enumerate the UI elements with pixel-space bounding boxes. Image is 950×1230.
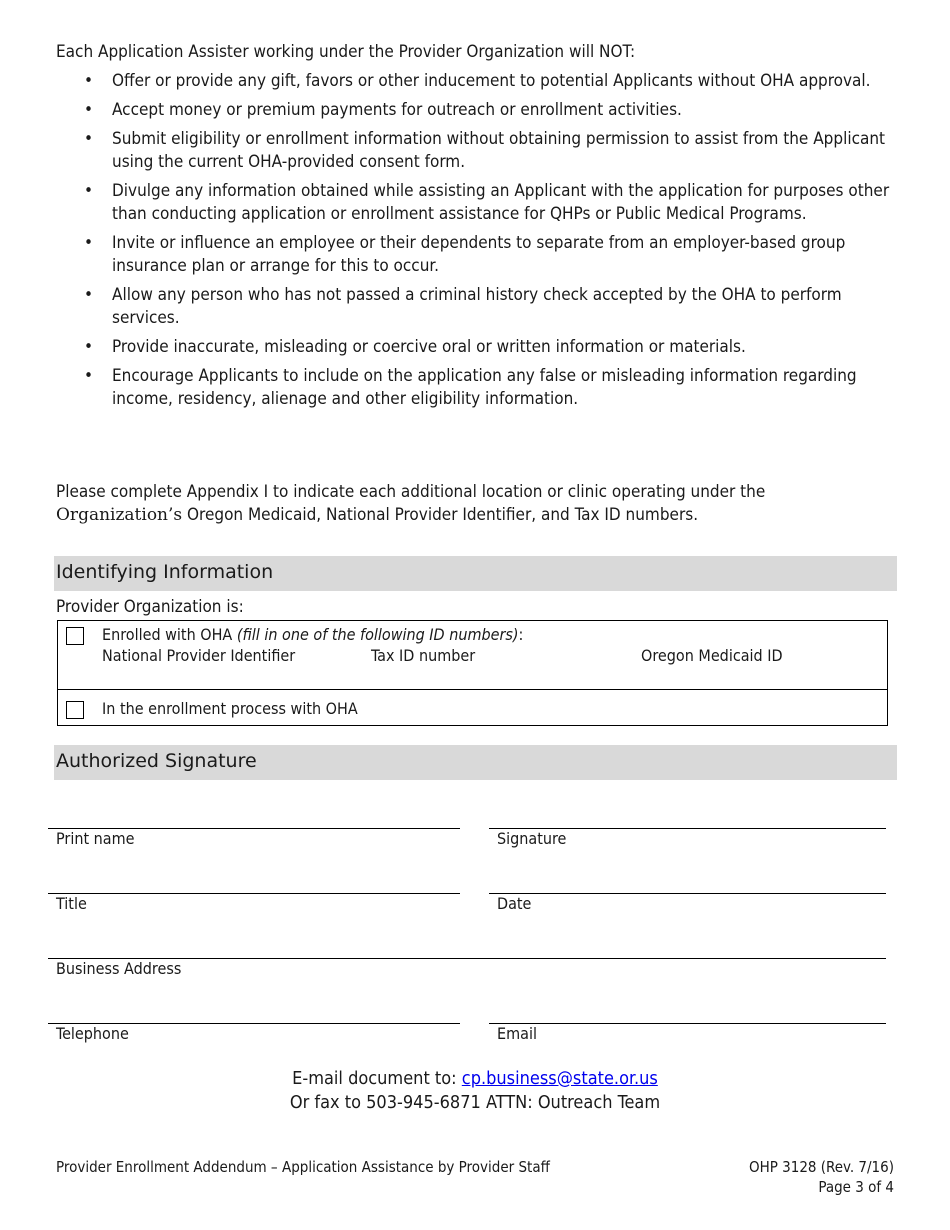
signature-label: Signature [497, 829, 567, 848]
footer-doc-title: Provider Enrollment Addendum – Application Assistance by Provider Staff [56, 1158, 550, 1176]
medicaid-id-label: Oregon Medicaid ID [641, 646, 783, 665]
identifying-section-title: Identifying Information [56, 561, 274, 583]
appendix-instructions [56, 481, 876, 527]
footer-form-id: OHP 3128 (Rev. 7/16) [748, 1158, 894, 1176]
email-label: Email [497, 1024, 537, 1043]
appendix-text-part1: Please complete Appendix I to indicate each additional location or clinic operating under the [56, 482, 766, 502]
list-item: • Divulge any information obtained while assisting an Applicant with the application for purposes other than conducting application or enrollment assistance for QHPs or Public Medical Programs. [56, 180, 896, 226]
title-label: Title [56, 894, 87, 913]
enrollment-process-label: In the enrollment process with OHA [102, 699, 358, 718]
enrolled-with-oha-label [102, 625, 523, 644]
npi-label: National Provider Identifier [102, 646, 296, 665]
enrolled-colon: : [518, 625, 524, 644]
date-label: Date [497, 894, 532, 913]
list-item: • Provide inaccurate, misleading or coercive oral or written information or materials. [56, 336, 896, 359]
list-item: • Invite or influence an employee or their dependents to separate from an employer-based group insurance plan or arrange for this to occur. [56, 232, 896, 278]
appendix-text-part2: Oregon Medicaid, National Provider Identifier, and Tax ID numbers. [187, 505, 699, 525]
appendix-text-org: Organization’s [56, 505, 183, 525]
list-item: • Offer or provide any gift, favors or other inducement to potential Applicants without OHA approval. [56, 70, 896, 93]
list-item: • Submit eligibility or enrollment information without obtaining permission to assist from the Applicant using the current OHA-provided consent form. [56, 128, 896, 174]
title-line[interactable] [48, 893, 460, 894]
telephone-label: Telephone [56, 1024, 129, 1043]
list-item: • Encourage Applicants to include on the application any false or misleading information regarding income, residency, alienage and other eligibility information. [56, 365, 896, 411]
footer-page-number: Page 3 of 4 [818, 1178, 894, 1196]
list-item: • Allow any person who has not passed a criminal history check accepted by the OHA to perform services. [56, 284, 896, 330]
enrolled-with-oha-checkbox[interactable] [66, 627, 84, 645]
provider-org-is-label: Provider Organization is: [56, 597, 244, 617]
email-prefix: E-mail document to: [292, 1068, 457, 1089]
prohibited-activities-list [56, 70, 896, 417]
intro-text: Each Application Assister working under the Provider Organization will NOT: [56, 42, 636, 62]
print-name-label: Print name [56, 829, 135, 848]
email-link[interactable]: cp.business@state.or.us [461, 1068, 658, 1089]
enrollment-process-checkbox[interactable] [66, 701, 84, 719]
tax-id-label: Tax ID number [371, 646, 476, 665]
email-line[interactable] [489, 1023, 886, 1024]
date-line[interactable] [489, 893, 886, 894]
business-address-label: Business Address [56, 959, 182, 978]
box-divider [58, 689, 887, 690]
enrolled-note-text: (fill in one of the following ID numbers) [236, 625, 519, 644]
email-instructions [0, 1068, 950, 1089]
list-item: • Accept money or premium payments for outreach or enrollment activities. [56, 99, 896, 122]
fax-instructions: Or fax to 503-945-6871 ATTN: Outreach Team [289, 1092, 661, 1113]
enrolled-label-text: Enrolled with OHA [102, 625, 233, 644]
signature-section-title: Authorized Signature [56, 750, 257, 772]
